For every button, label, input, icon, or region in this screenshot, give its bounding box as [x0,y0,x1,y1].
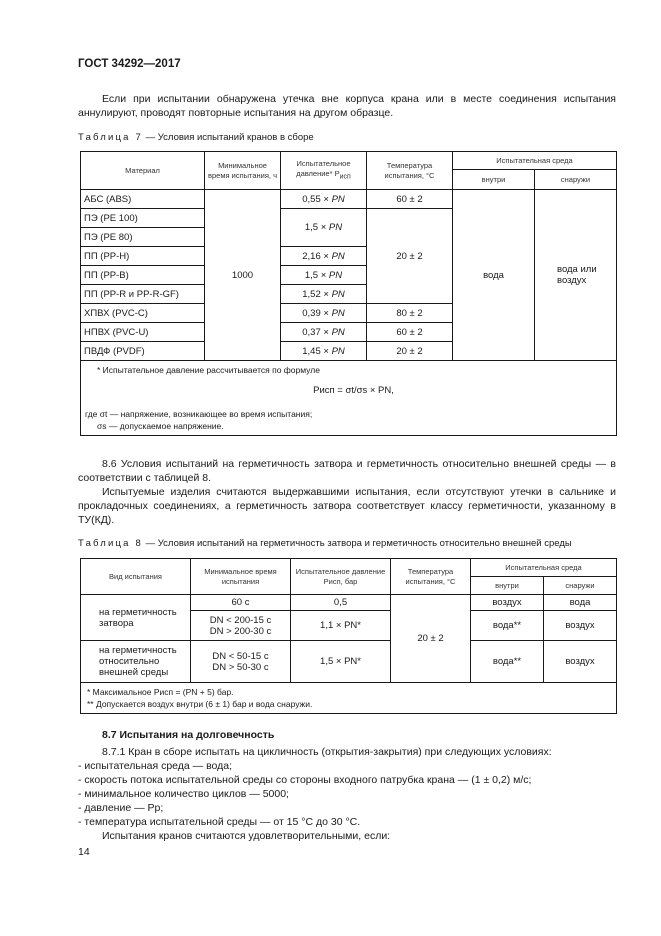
t8-header-min-time: Минимальное время испытания [191,559,291,595]
t7-pressure: 0,55 × PN [281,190,367,209]
table7-caption-text: — Условия испытаний кранов в сборе [145,132,314,143]
t7-header-material: Материал [81,152,205,190]
t8-row2-type: на герметичность относительно внешней среды [81,641,191,683]
t8-header-test-type: Вид испытания [81,559,191,595]
t7-header-inside: внутри [453,170,535,190]
t8-row1-outside-a: вода [544,595,617,611]
t7-header-medium: Испытательная среда [453,152,617,170]
t7-material: НПВХ (PVC-U) [81,323,205,342]
t8-row1-pressure-a: 0,5 [291,595,391,611]
t7-temp: 20 ± 2 [367,342,453,361]
t8-row2-time: DN < 50-15 с DN > 50-30 с [191,641,291,683]
list-item: - испытательная среда — вода; [78,760,233,772]
t7-pressure: 1,5 × PN [281,209,367,247]
list-item: - температура испытательной среды — от 15 °С до 30 °С. [78,816,361,828]
t7-temp: 20 ± 2 [367,209,453,304]
t7-header-pressure: Испытательное давление* $P_{исп}$ [281,152,367,190]
t8-row1-time-a: 60 с [191,595,291,611]
t7-pressure: 0,37 × PN [281,323,367,342]
t7-header-temperature: Температура испытания, °С [367,152,453,190]
para-8-6-b: Испытуемые изделия считаются выдержавшими испытания, если отсутствуют утечки в сальнике и прокладочных соединениях, а герметичность затвора соответствует классу герметичности, указанному в ТУ(КД). [78,486,616,526]
t8-temperature: 20 ± 2 [391,595,471,683]
t7-where-line2: σs — допускаемое напряжение. [97,421,224,431]
table8-caption-prefix: Таблица 8 [78,538,143,549]
t7-material: ПП (PP-R и PP-R-GF) [81,285,205,304]
t7-footnote [81,361,617,436]
t7-pressure: 2,16 × PN [281,247,367,266]
t8-footnotes [81,683,617,714]
t7-header-outside: снаружи [535,170,617,190]
t8-row2-outside: воздух [544,641,617,683]
table8-caption-text: — Условия испытаний на герметичность затвора и герметичность относительно внешней среды [145,538,572,549]
t7-material: ПП (PP-H) [81,247,205,266]
t8-row1-inside-a: воздух [471,595,544,611]
t8-note2: ** Допускается воздух внутри (6 ± 1) бар и вода снаружи. [87,699,313,709]
t7-material: ХПВХ (PVC-C) [81,304,205,323]
table7 [80,151,617,436]
page-number: 14 [78,846,90,858]
t7-header-min-time: Минимальное время испытания, ч [205,152,281,190]
t8-note1: * Максимальное Pисп = (PN + 5) бар. [87,687,234,697]
t7-temp: 60 ± 2 [367,190,453,209]
intro-paragraph: Если при испытании обнаружена утечка вне корпуса крана или в месте соединения испытания аннулируют, проводят повторные испытания на другом образце. [78,93,616,119]
list-item: - давление — Pр; [78,802,164,814]
para-8-6-a: 8.6 Условия испытаний на герметичность затвора и герметичность относительно внешней среды — в соответствии с таблицей 8. [78,458,616,484]
t7-time: 1000 [205,190,281,361]
t8-row1-time-b: DN < 200-15 с DN > 200-30 с [191,611,291,641]
t7-pressure: 0,39 × PN [281,304,367,323]
section-8-7-intro: 8.7.1 Кран в сборе испытать на цикличность (открытия-закрытия) при следующих условиях: [102,746,552,758]
t7-material: ПЭ (PE 80) [81,228,205,247]
table7-caption [78,132,314,143]
t7-material: ПП (PP-B) [81,266,205,285]
t7-temp: 80 ± 2 [367,304,453,323]
table8-caption [78,538,572,549]
list-item: - минимальное количество циклов — 5000; [78,788,289,800]
t7-material: АБС (ABS) [81,190,205,209]
t7-pressure: 1,45 × PN [281,342,367,361]
t8-row1-outside-b: воздух [544,611,617,641]
t8-row1-inside-b: вода** [471,611,544,641]
t7-formula: Pисп = σt/σs × PN, [313,385,394,396]
section-8-7-title: 8.7 Испытания на долговечность [102,729,275,741]
t7-where-line1: где σt — напряжение, возникающее во время испытания; [85,409,313,419]
t8-header-inside: внутри [471,577,544,595]
t7-material: ПЭ (PE 100) [81,209,205,228]
standard-header: ГОСТ 34292—2017 [78,58,181,70]
list-item: - скорость потока испытательной среды со стороны входного патрубка крана — (1 ± 0,2) м/с; [78,774,532,786]
t7-material: ПВДФ (PVDF) [81,342,205,361]
t8-row2-pressure: 1,5 × PN* [291,641,391,683]
t7-inside: вода [453,190,535,361]
t8-header-outside: снаружи [544,577,617,595]
t7-note-intro: * Испытательное давление рассчитывается по формуле [97,365,320,375]
t8-row1-pressure-b: 1,1 × PN* [291,611,391,641]
t8-row1-type: на герметичность затвора [81,595,191,641]
t8-header-pressure: Испытательное давление Pисп, бар [291,559,391,595]
table7-caption-prefix: Таблица 7 [78,132,143,143]
t8-row2-inside: вода** [471,641,544,683]
t7-outside: вода или воздух [535,190,617,361]
t7-pressure: 1,52 × PN [281,285,367,304]
table8 [80,558,617,714]
t8-header-temperature: Температура испытания, °С [391,559,471,595]
section-8-7-list [78,759,616,829]
t7-temp: 60 ± 2 [367,323,453,342]
section-8-7-closing: Испытания кранов считаются удовлетворительными, если: [102,830,391,842]
t8-header-medium: Испытательная среда [471,559,617,577]
t7-pressure: 1,5 × PN [281,266,367,285]
